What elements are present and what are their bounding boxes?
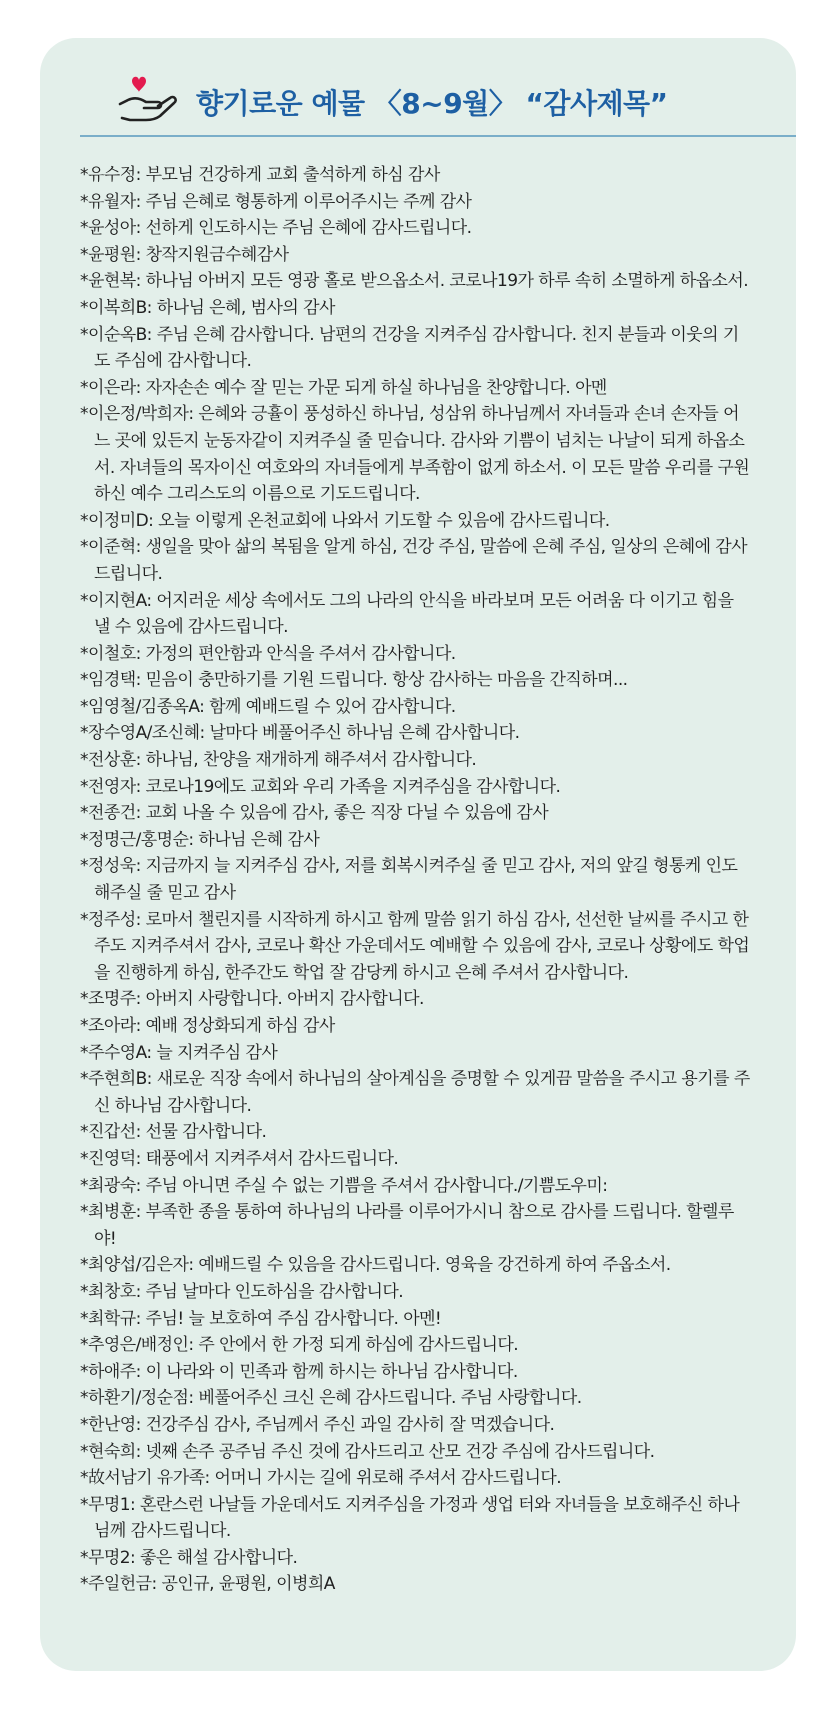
list-item: *임영철/김종옥A: 함께 예배드릴 수 있어 감사합니다. <box>80 696 456 717</box>
list-item: *윤성아: 선하게 인도하시는 주님 은혜에 감사드립니다. <box>80 218 472 239</box>
list-item: *정성욱: 지금까지 늘 지켜주심 감사, 저를 회복시켜주실 줄 믿고 감사, 저의 앞길 형통케 인도해주실 줄 믿고 감사 <box>80 856 738 904</box>
list-item: *이정미D: 오늘 이렇게 온천교회에 나와서 기도할 수 있음에 감사드립니다. <box>80 510 610 531</box>
list-item: *임경택: 믿음이 충만하기를 기원 드립니다. 항상 감사하는 마음을 간직하며... <box>80 670 628 691</box>
list-item: *최병훈: 부족한 종을 통하여 하나님의 나라를 이루어가시니 참으로 감사를 드립니다. 할렐루야! <box>80 1202 734 1249</box>
list-item: *정명근/홍명순: 하나님 은혜 감사 <box>80 829 320 850</box>
list-item: *주현희B: 새로운 직장 속에서 하나님의 살아계심을 증명할 수 있게끔 말씀을 주시고 용기를 주신 하나님 감사합니다. <box>80 1069 750 1116</box>
list-item: *전상훈: 하나님, 찬양을 재개하게 해주셔서 감사합니다. <box>80 750 477 771</box>
list-item: *진갑선: 선물 감사합니다. <box>80 1122 267 1143</box>
list-item: *유수정: 부모님 건강하게 교회 출석하게 하심 감사 <box>80 165 440 185</box>
list-item: *장수영A/조신혜: 날마다 베풀어주신 하나님 은혜 감사합니다. <box>80 723 520 744</box>
thanks-list <box>80 162 750 1598</box>
list-item: *현숙희: 넷째 손주 공주님 주신 것에 감사드리고 산모 건강 주심에 감사드립니다. <box>80 1441 655 1462</box>
list-item: *이복희B: 하나님 은혜, 범사의 감사 <box>80 297 335 318</box>
list-item: *한난영: 건강주심 감사, 주님께서 주신 과일 감사히 잘 먹겠습니다. <box>80 1414 555 1435</box>
list-item: *주일헌금: 공인규, 윤평원, 이병희A <box>80 1574 335 1595</box>
list-item: *진영덕: 태풍에서 지켜주셔서 감사드립니다. <box>80 1148 399 1169</box>
list-item: *주수영A: 늘 지켜주심 감사 <box>80 1042 278 1063</box>
list-item: *이지현A: 어지러운 세상 속에서도 그의 나라의 안식을 바라보며 모든 어려움 다 이기고 힘을 낼 수 있음에 감사드립니다. <box>80 590 734 638</box>
list-item: *무명1: 혼란스런 나날들 가운데서도 지켜주심을 가정과 생업 터와 자녀들을 보호해주신 하나님께 감사드립니다. <box>80 1494 740 1542</box>
list-item: *故서남기 유가족: 어머니 가시는 길에 위로해 주셔서 감사드립니다. <box>80 1468 562 1489</box>
list-item: *하환기/정순점: 베풀어주신 크신 은혜 감사드립니다. 주님 사랑합니다. <box>80 1388 582 1409</box>
list-item: *이은정/박희자: 은혜와 긍휼이 풍성하신 하나님, 성삼위 하나님께서 자녀들과 손녀 손자들 어느 곳에 있든지 눈동자같이 지켜주실 줄 믿습니다. 감사와 기쁨이 넘치는 나날이 되게 하옵소서. 자녀들의 목자이신 여호와의 자녀들에게 부족함이 없게 하소서. 이 모든 말씀 우리를 구원하신 예수 그리스도의 이름으로 기도드립니다. <box>80 404 750 505</box>
list-item: *조명주: 아버지 사랑합니다. 아버지 감사합니다. <box>80 989 424 1010</box>
list-item: *윤평원: 창작지원금수혜감사 <box>80 244 289 265</box>
list-item: *추영은/배정인: 주 안에서 한 가정 되게 하심에 감사드립니다. <box>80 1335 519 1356</box>
list-item: *유월자: 주님 은혜로 형통하게 이루어주시는 주께 감사 <box>80 191 472 212</box>
list-item: *이준혁: 생일을 맞아 삶의 복됨을 알게 하심, 건강 주심, 말씀에 은혜 주심, 일상의 은혜에 감사드립니다. <box>80 537 748 584</box>
list-item: *최양섭/김은자: 예배드릴 수 있음을 감사드립니다. 영육을 강건하게 하여 주옵소서. <box>80 1255 671 1276</box>
title-divider <box>80 135 796 137</box>
list-item: *이철호: 가정의 편안함과 안식을 주셔서 감사합니다. <box>80 643 456 664</box>
list-item: *조아라: 예배 정상화되게 하심 감사 <box>80 1016 335 1036</box>
list-item: *이순옥B: 주님 은혜 감사합니다. 남편의 건강을 지켜주심 감사합니다. 친지 분들과 이웃의 기도 주심에 감사합니다. <box>80 324 739 372</box>
page-title: 향기로운 예물 〈8~9월〉 “감사제목” <box>196 87 668 120</box>
heart-in-hand-icon <box>118 74 182 124</box>
thanksgiving-card <box>40 38 796 1671</box>
list-item: *무명2: 좋은 해설 감사합니다. <box>80 1547 298 1568</box>
list-item: *최창호: 주님 날마다 인도하심을 감사합니다. <box>80 1281 404 1302</box>
list-item: *전영자: 코로나19에도 교회와 우리 가족을 지켜주심을 감사합니다. <box>80 776 561 797</box>
list-item: *이은라: 자자손손 예수 잘 믿는 가문 되게 하실 하나님을 찬양합니다. 아멘 <box>80 377 607 398</box>
list-item: *정주성: 로마서 챌린지를 시작하게 하시고 함께 말씀 읽기 하심 감사, 선선한 날씨를 주시고 한주도 지켜주셔서 감사, 코로나 확산 가운데서도 예배할 수 있음에 감사, 코로나 상황에도 학업을 진행하게 하심, 한주간도 학업 잘 감당케 하시고 은혜 주셔서 감사합니다. <box>80 909 750 983</box>
card-header <box>80 38 750 138</box>
list-item: *최학규: 주님! 늘 보호하여 주심 감사합니다. 아멘! <box>80 1308 442 1329</box>
list-item: *전종건: 교회 나올 수 있음에 감사, 좋은 직장 다닐 수 있음에 감사 <box>80 803 549 824</box>
list-item: *하애주: 이 나라와 이 민족과 함께 하시는 하나님 감사합니다. <box>80 1361 518 1382</box>
list-item: *윤현복: 하나님 아버지 모든 영광 홀로 받으옵소서. 코로나19가 하루 속히 소멸하게 하옵소서. <box>80 271 749 292</box>
list-item: *최광숙: 주님 아니면 주실 수 없는 기쁨을 주셔서 감사합니다./기쁨도우미: <box>80 1175 608 1196</box>
